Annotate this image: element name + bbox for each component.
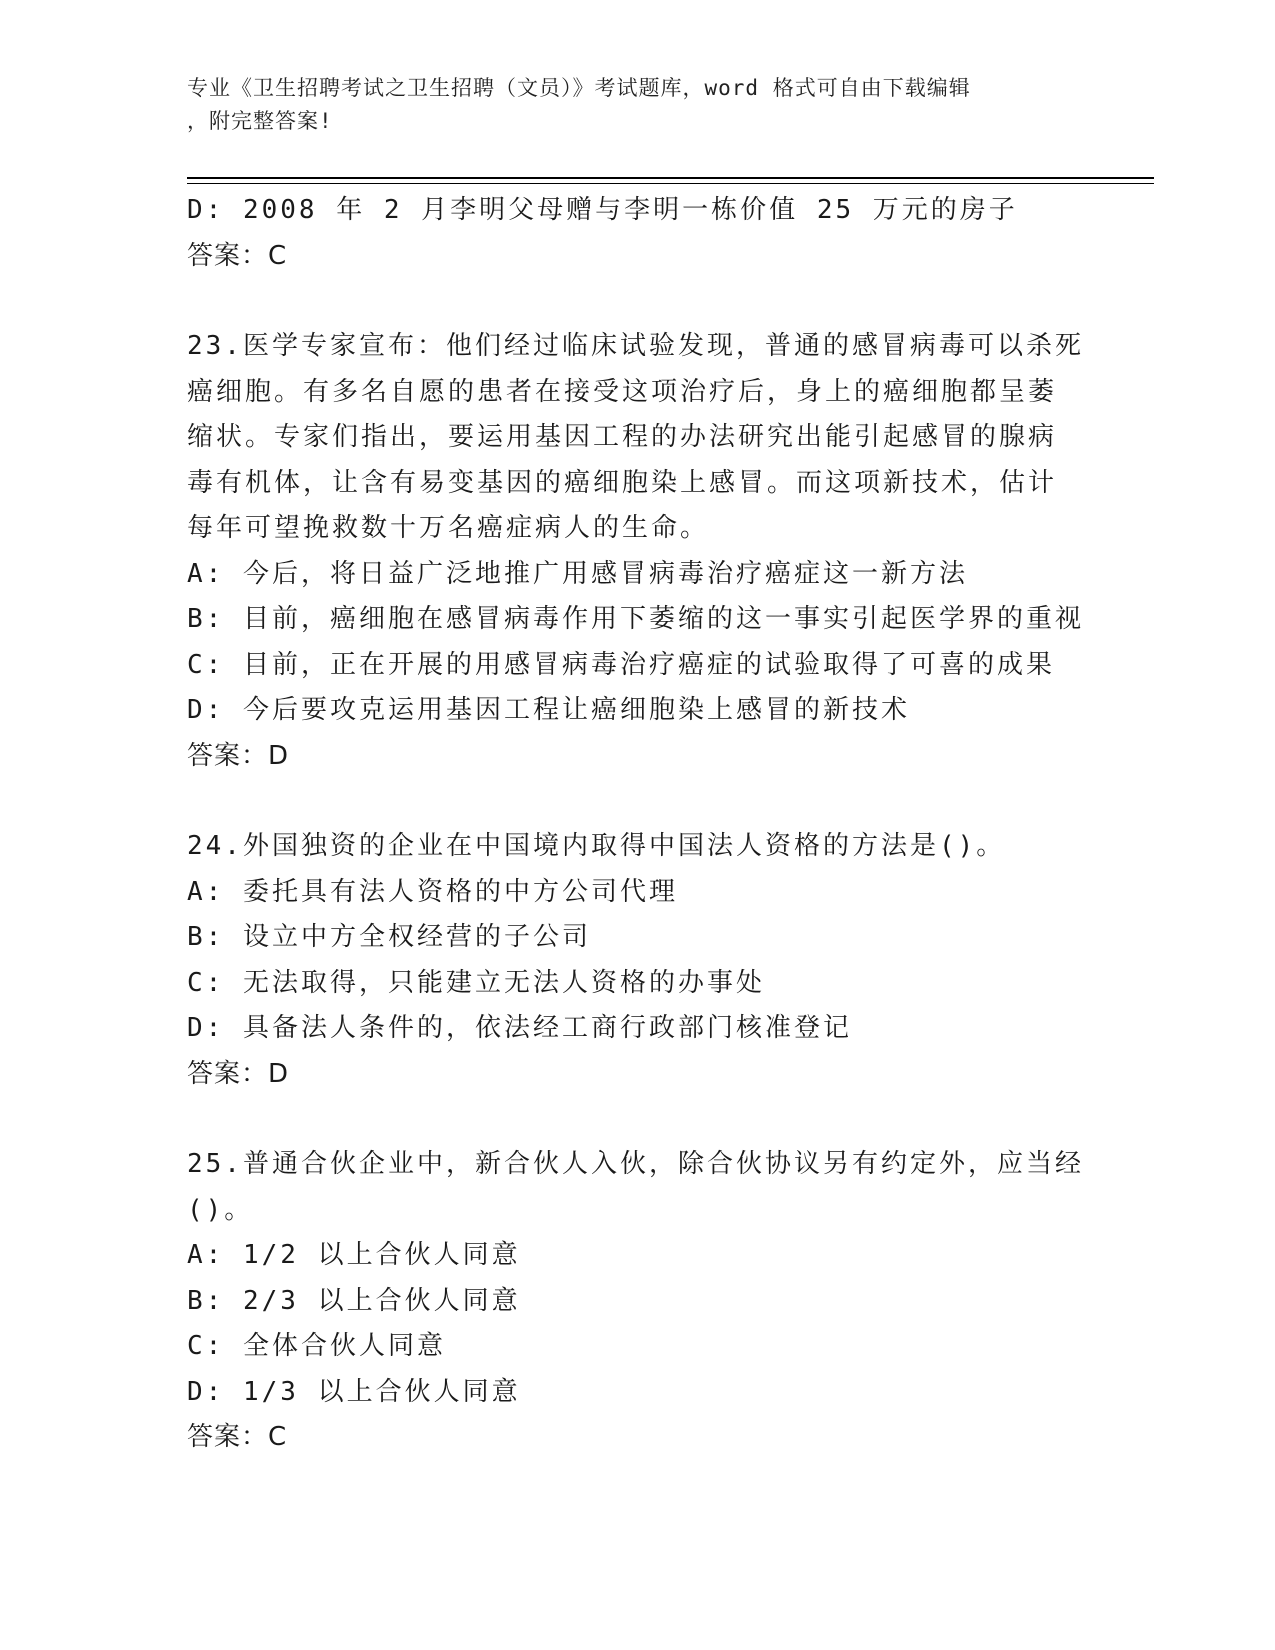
answer: 答案：D (187, 1058, 290, 1089)
option-a: A: 今后，将日益广泛地推广用感冒病毒治疗癌症这一新方法 (187, 558, 968, 589)
option-b: B: 设立中方全权经营的子公司 (187, 922, 591, 952)
question-stem-line: 每年可望挽救数十万名癌症病人的生命。 (187, 513, 710, 543)
question-25 (187, 1142, 1087, 1461)
header-rule-thin (187, 183, 1154, 184)
answer: 答案：C (187, 240, 288, 271)
header-rule-thick (187, 177, 1154, 179)
question-stem-line: 缩状。专家们指出，要运用基因工程的办法研究出能引起感冒的腺病 (187, 422, 1058, 452)
question-stem-line: 23.医学专家宣布：他们经过临床试验发现，普通的感冒病毒可以杀死 (187, 331, 1084, 361)
question-stem-line: 25.普通合伙企业中，新合伙人入伙，除合伙协议另有约定外，应当经 (187, 1149, 1084, 1179)
option-a: A: 委托具有法人资格的中方公司代理 (187, 876, 678, 907)
option-b: B: 目前，癌细胞在感冒病毒作用下萎缩的这一事实引起医学界的重视 (187, 604, 1084, 634)
option-b: B: 2/3 以上合伙人同意 (187, 1285, 521, 1316)
previous-question-tail (187, 188, 1087, 279)
question-content (187, 188, 1087, 1461)
option-d: D: 1/3 以上合伙人同意 (187, 1376, 521, 1407)
option-c: C: 无法取得，只能建立无法人资格的办事处 (187, 967, 765, 998)
question-stem-line: 24.外国独资的企业在中国境内取得中国法人资格的方法是()。 (187, 831, 1006, 861)
document-header (187, 72, 1087, 138)
question-stem-line: ()。 (187, 1194, 254, 1225)
answer: 答案：D (187, 740, 290, 771)
option-d: D: 今后要攻克运用基因工程让癌细胞染上感冒的新技术 (187, 695, 910, 725)
header-line-2: ，附完整答案! (187, 109, 333, 133)
option-d: D: 2008 年 2 月李明父母赠与李明一栋价值 25 万元的房子 (187, 195, 1018, 225)
answer: 答案：C (187, 1422, 288, 1452)
option-d: D: 具备法人条件的，依法经工商行政部门核准登记 (187, 1013, 852, 1043)
header-line-1: 专业《卫生招聘考试之卫生招聘（文员）》考试题库，word 格式可自由下载编辑 (187, 76, 971, 100)
question-24 (187, 824, 1087, 1097)
option-a: A: 1/2 以上合伙人同意 (187, 1240, 521, 1270)
question-stem-line: 毒有机体，让含有易变基因的癌细胞染上感冒。而这项新技术，估计 (187, 467, 1058, 498)
option-c: C: 全体合伙人同意 (187, 1331, 446, 1361)
option-c: C: 目前，正在开展的用感冒病毒治疗癌症的试验取得了可喜的成果 (187, 649, 1055, 680)
question-stem-line: 癌细胞。有多名自愿的患者在接受这项治疗后，身上的癌细胞都呈萎 (187, 376, 1058, 407)
question-23 (187, 324, 1087, 779)
